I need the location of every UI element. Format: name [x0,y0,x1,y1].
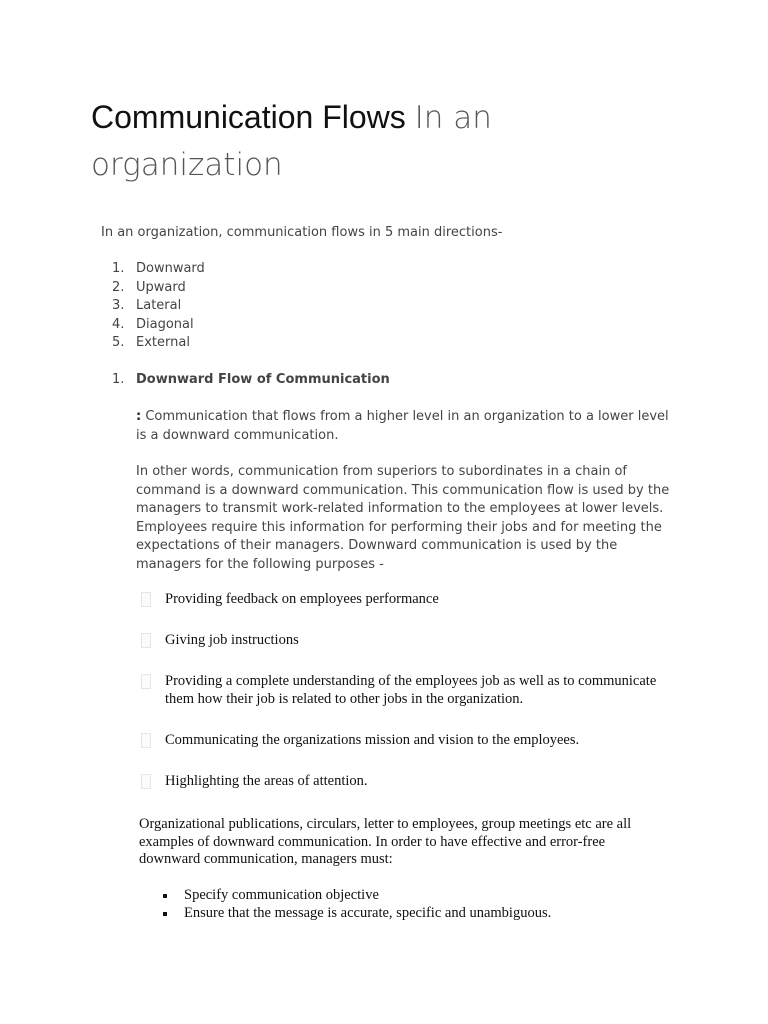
purpose-text: Providing feedback on employees performance [165,591,439,607]
missing-glyph-icon [141,633,151,648]
requirements-list [160,887,551,922]
list-number: 3. [112,298,125,314]
title-main: Communication Flows [91,99,406,135]
definition-paragraph [136,408,676,445]
list-item [139,672,665,708]
intro-text: In an organization, communication flows in 5 main directions- [101,225,503,240]
list-item [101,260,205,279]
missing-glyph-icon [141,774,151,789]
missing-glyph-icon [141,592,151,607]
list-item [139,731,665,749]
requirement-text: Specify communication objective [184,887,379,903]
list-item [101,334,205,353]
list-number: 5. [112,335,125,351]
list-label: External [136,335,190,351]
section-number: 1. [112,372,125,387]
list-label: Downward [136,261,205,276]
purpose-text: Communicating the organizations mission and vision to the employees. [165,732,580,748]
list-item [101,279,205,298]
list-item [160,887,551,905]
directions-list [101,260,205,353]
definition-prefix: : [136,409,142,424]
explanation-paragraph: In other words, communication from superiors to subordinates in a chain of command is a downward communication. This communication flow is used by the managers to transmit work-related information to the employees at lower levels. Employees require this information for performing their jobs and for meeting the expectations of their managers. Downward communication is used by the managers for the following purposes - [136,464,670,572]
list-number: 2. [112,279,125,295]
title-subtitle: In an organization [91,100,492,183]
page-title [91,94,691,188]
list-item [139,631,665,649]
square-bullet-icon [163,894,167,898]
list-item [101,316,205,335]
list-item [101,297,205,316]
purpose-text: Giving job instructions [165,632,299,648]
list-number: 4. [112,316,125,332]
list-label: Diagonal [136,316,194,332]
requirement-text: Ensure that the message is accurate, specific and unambiguous. [184,904,552,921]
list-label: Upward [136,279,186,295]
section-title: Downward Flow of Communication [136,372,390,387]
purposes-list [139,590,665,813]
list-number: 1. [112,261,125,276]
examples-paragraph: Organizational publications, circulars, letter to employees, group meetings etc are all examples of downward communication. In order to have effective and error-free downward communication, managers must: [139,816,632,868]
list-label: Lateral [136,298,182,314]
missing-glyph-icon [141,674,151,689]
missing-glyph-icon [141,733,151,748]
list-item [139,590,665,608]
square-bullet-icon [163,912,167,916]
definition-text: Communication that flows from a higher level in an organization to a lower level is a downward communication. [136,409,669,443]
list-item [139,772,665,790]
purpose-text: Providing a complete understanding of the employees job as well as to communicate them how their job is related to other jobs in the organization. [165,673,657,707]
purpose-text: Highlighting the areas of attention. [165,773,368,789]
list-item [160,905,551,923]
